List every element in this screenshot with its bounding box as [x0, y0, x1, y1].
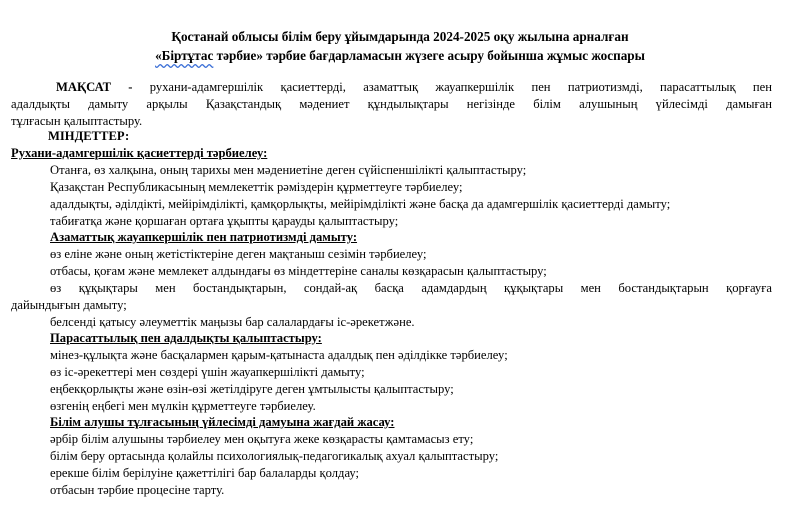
section-3-item-4: өзгенің еңбегі мен мүлкін құрметтеуге тәрбиелеу.	[50, 399, 316, 413]
section-3-item-2: өз іс-әрекеттері мен сөздері үшін жауапкершілікті дамыту;	[50, 365, 365, 379]
section-2-item-4: белсенді қатысу әлеуметтік маңызы бар салалардағы іс-әрекетжәне.	[50, 315, 415, 329]
section-1-item-3: адалдықты, әділдікті, мейірімділікті, қамқорлықты, мейірімділікті және басқа да адамгершілік қасиеттерді дамыту;	[50, 197, 671, 211]
section-3-item-3: еңбекқорлықты және өзін-өзі жетілдіруге деген ұмтылысты қалыптастыру;	[50, 382, 454, 396]
section-1-item-2: Қазақстан Республикасының мемлекеттік рәміздерін құрметтеуге тәрбиелеу;	[50, 180, 463, 194]
section-3-item-1: мінез-құлықта және басқалармен қарым-қатынаста адалдық пен әділдікке тәрбиелеу;	[50, 348, 508, 362]
section-2-item-1: өз еліне және оның жетістіктеріне деген мақтаныш сезімін тәрбиелеу;	[50, 247, 427, 261]
goal-line-1	[56, 79, 772, 96]
goal-text-1: рухани-адамгершілік қасиеттерді, азаматтық жауапкершілік пен патриотизмді, парасаттылық пен	[132, 80, 773, 94]
section-2-item-2: отбасы, қоғам және мемлекет алдындағы өз міндеттеріне саналы көзқарасын қалыптастыру;	[50, 264, 547, 278]
tasks-heading: МІНДЕТТЕР:	[48, 129, 130, 143]
section-3-heading: Парасаттылық пен адалдықты қалыптастыру:	[50, 331, 322, 345]
title-line-1: Қостанай облысы білім беру ұйымдарында 2024-2025 оқу жылына арналған	[171, 29, 629, 44]
title-line-2-marked-word: «Біртұтас	[155, 48, 214, 63]
goal-label: МАҚСАТ -	[56, 80, 133, 94]
section-4-item-4: отбасын тәрбие процесіне тарту.	[50, 483, 225, 497]
goal-line-3: тұлғасын қалыптастыру.	[11, 114, 143, 128]
section-2-item-3-continued: дайындығын дамыту;	[11, 298, 127, 312]
section-1-item-1: Отанға, өз халқына, оның тарихы мен мәдениетіне деген сүйіспеншілікті қалыптастыру;	[50, 163, 527, 177]
section-4-item-3: ерекше білім берілуіне қажеттілігі бар балаларды қолдау;	[50, 466, 360, 480]
title-line-2	[0, 47, 800, 64]
goal-line-2: адалдықты дамыту арқылы Қазақстандық мәдениет құндылықтары негізінде білім алушының үйлесімді дамыған	[11, 97, 772, 111]
section-1-heading: Рухани-адамгершілік қасиеттерді тәрбиелеу:	[11, 146, 268, 160]
section-2-heading: Азаматтық жауапкершілік пен патриотизмді дамыту:	[50, 230, 358, 244]
section-4-item-1: әрбір білім алушыны тәрбиелеу мен оқытуға жеке көзқарасты қамтамасыз ету;	[50, 432, 474, 446]
section-4-heading: Білім алушы тұлғасының үйлесімді дамуына жағдай жасау:	[50, 415, 395, 429]
section-1-item-4: табиғатқа және қоршаған ортаға ұқыпты қарауды қалыптастыру;	[50, 214, 399, 228]
title-line-2-rest: тәрбие» тәрбие бағдарламасын жүзеге асыру бойынша жұмыс жоспары	[213, 48, 645, 63]
section-2-item-3: өз құқықтары мен бостандықтарын, сондай-ақ басқа адамдардың құқықтары мен бостандықтарын қорғауға	[50, 281, 772, 295]
section-4-item-2: білім беру ортасында қолайлы психологиялық-педагогикалық ахуал қалыптастыру;	[50, 449, 499, 463]
